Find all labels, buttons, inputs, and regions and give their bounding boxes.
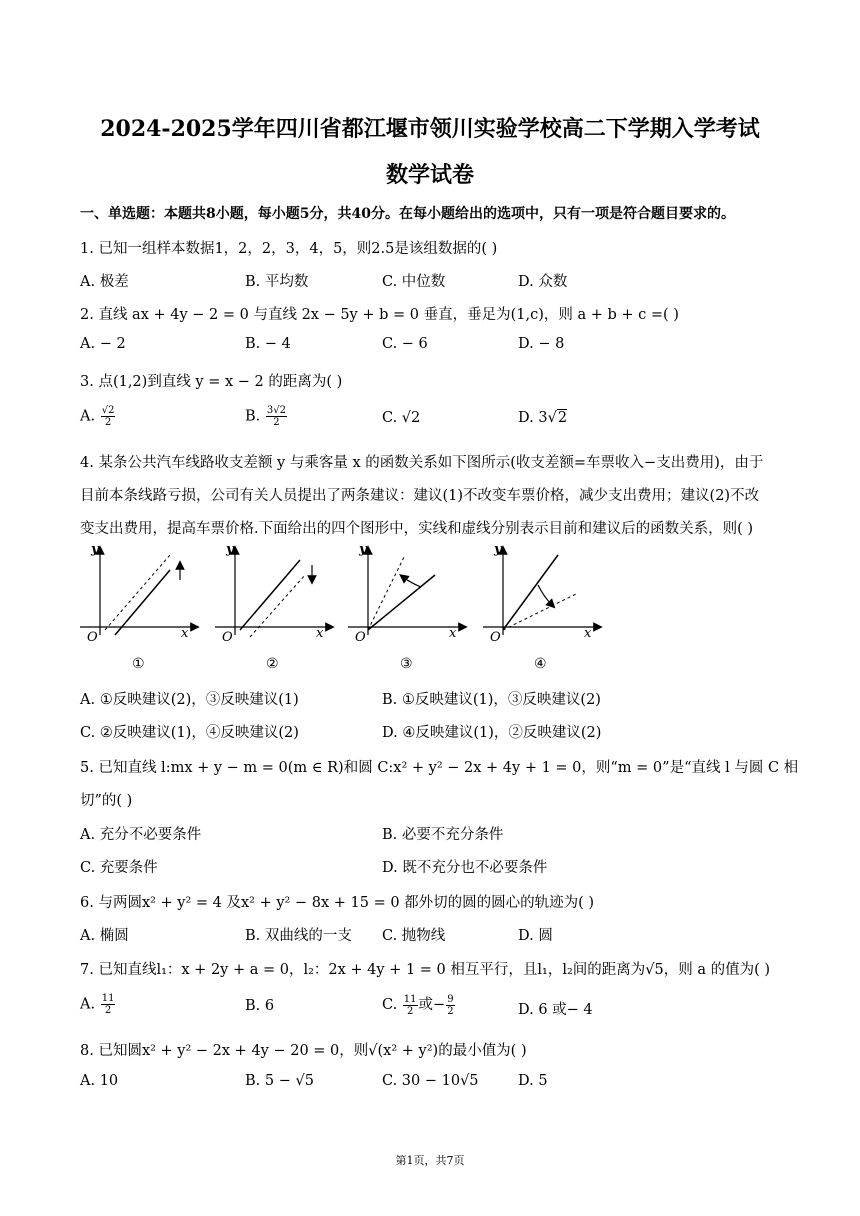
y-axis-label: y <box>494 545 502 557</box>
question-stem: 6. 与两圆x² + y² = 4 及x² + y² − 8x + 15 = 0 都外切的圆的圆心的轨迹为( ) <box>80 895 595 911</box>
y-axis-label: y <box>91 545 99 557</box>
figure-label: ① <box>132 656 145 672</box>
option-b: B. 5 − √5 <box>245 1073 314 1089</box>
option-a: A. 极差 <box>80 274 129 290</box>
question-stem: 2. 直线 ax + 4y − 2 = 0 与直线 2x − 5y + b = 0 垂直，垂足为(1,c)，则 a + b + c =( ) <box>80 307 679 323</box>
question-stem-line: 变支出费用，提高车票价格.下面给出的四个图形中，实线和虚线分别表示目前和建议后的函数关系，则( ) <box>80 521 754 537</box>
option-c: C. ②反映建议(1)，④反映建议(2) <box>80 725 299 741</box>
option-c: C. 抛物线 <box>382 928 446 944</box>
option-a: A. 椭圆 <box>80 928 129 944</box>
figure-label: ③ <box>400 656 413 672</box>
option-d: D. ④反映建议(1)，②反映建议(2) <box>382 725 602 741</box>
y-axis-label: y <box>359 545 367 557</box>
question-stem-line: 目前本条线路亏损，公司有关人员提出了两条建议：建议(1)不改变车票价格，减少支出费用；建议(2)不改 <box>80 488 760 504</box>
figure-2 <box>210 545 335 645</box>
option-a: A. 充分不必要条件 <box>80 827 202 843</box>
question-stem: 7. 已知直线l₁：x + 2y + a = 0，l₂：2x + 4y + 1 = 0 相互平行，且l₁，l₂间的距离为√5，则 a 的值为( ) <box>80 962 771 978</box>
option-d: D. 5 <box>518 1073 548 1089</box>
figure-1 <box>75 545 200 645</box>
question-stem: 1. 已知一组样本数据1，2，2，3，4，5，则2.5是该组数据的( ) <box>80 241 498 257</box>
option-c: C. − 6 <box>382 336 428 352</box>
option-a: A. ①反映建议(2)，③反映建议(1) <box>80 692 299 708</box>
option-a: A. $\frac{√2}{2}$ <box>80 405 115 428</box>
figure-label: ② <box>266 656 279 672</box>
option-b: B. 6 <box>245 998 275 1014</box>
option-a: A. − 2 <box>80 336 126 352</box>
option-b: B. 平均数 <box>245 274 309 290</box>
option-b: B. ①反映建议(1)，③反映建议(2) <box>382 692 601 708</box>
option-c: C. $\frac{11}{2}$ 或− $\frac{9}{2}$ <box>382 993 454 1017</box>
option-d: D. 众数 <box>518 274 568 290</box>
option-d: D. 圆 <box>518 928 553 944</box>
option-b: B. 双曲线的一支 <box>245 928 352 944</box>
question-stem-line: 5. 已知直线 l:mx + y − m = 0(m ∈ R)和圆 C:x² + y² − 2x + 4y + 1 = 0，则“m = 0”是“直线 l 与圆 C 相 <box>80 760 799 776</box>
origin-label: O <box>490 630 501 645</box>
page-footer: 第1页，共7页 <box>395 1154 465 1167</box>
option-c: C. √2 <box>382 410 421 426</box>
option-d: D. 6 或− 4 <box>518 1002 593 1018</box>
option-a: A. 10 <box>80 1073 119 1089</box>
question-stem: 3. 点(1,2)到直线 y = x − 2 的距离为( ) <box>80 374 343 390</box>
option-b: B. 必要不充分条件 <box>382 827 504 843</box>
question-stem: 8. 已知圆x² + y² − 2x + 4y − 20 = 0，则√(x² + y²)的最小值为( ) <box>80 1043 527 1059</box>
option-c: C. 30 − 10√5 <box>382 1073 479 1089</box>
option-a: A. $\frac{11}{2}$ <box>80 993 115 1016</box>
section-heading: 一、单选题：本题共8小题，每小题5分，共40分。在每小题给出的选项中，只有一项是符合题目要求的。 <box>80 206 735 222</box>
page-subtitle: 数学试卷 <box>385 162 474 188</box>
origin-label: O <box>87 630 98 645</box>
page-title: 2024-2025学年四川省都江堰市领川实验学校高二下学期入学考试 <box>100 116 760 142</box>
x-axis-label: x <box>181 626 189 641</box>
option-b: B. $\frac{3√2}{2}$ <box>245 405 286 428</box>
origin-label: O <box>222 630 233 645</box>
option-d: D. − 8 <box>518 336 565 352</box>
figure-4 <box>478 545 603 645</box>
figure-3 <box>343 545 468 645</box>
question-stem-line: 切”的( ) <box>80 793 133 809</box>
option-d: D. 3√2 <box>518 410 568 426</box>
x-axis-label: x <box>584 626 592 641</box>
option-c: C. 充要条件 <box>80 860 158 876</box>
x-axis-label: x <box>449 626 457 641</box>
figure-label: ④ <box>534 656 547 672</box>
option-c: C. 中位数 <box>382 274 446 290</box>
option-b: B. − 4 <box>245 336 291 352</box>
x-axis-label: x <box>316 626 324 641</box>
option-d: D. 既不充分也不必要条件 <box>382 860 548 876</box>
origin-label: O <box>355 630 366 645</box>
question-stem-line: 4. 某条公共汽车线路收支差额 y 与乘客量 x 的函数关系如下图所示(收支差额=车票收入−支出费用)，由于 <box>80 455 764 471</box>
y-axis-label: y <box>226 545 234 557</box>
